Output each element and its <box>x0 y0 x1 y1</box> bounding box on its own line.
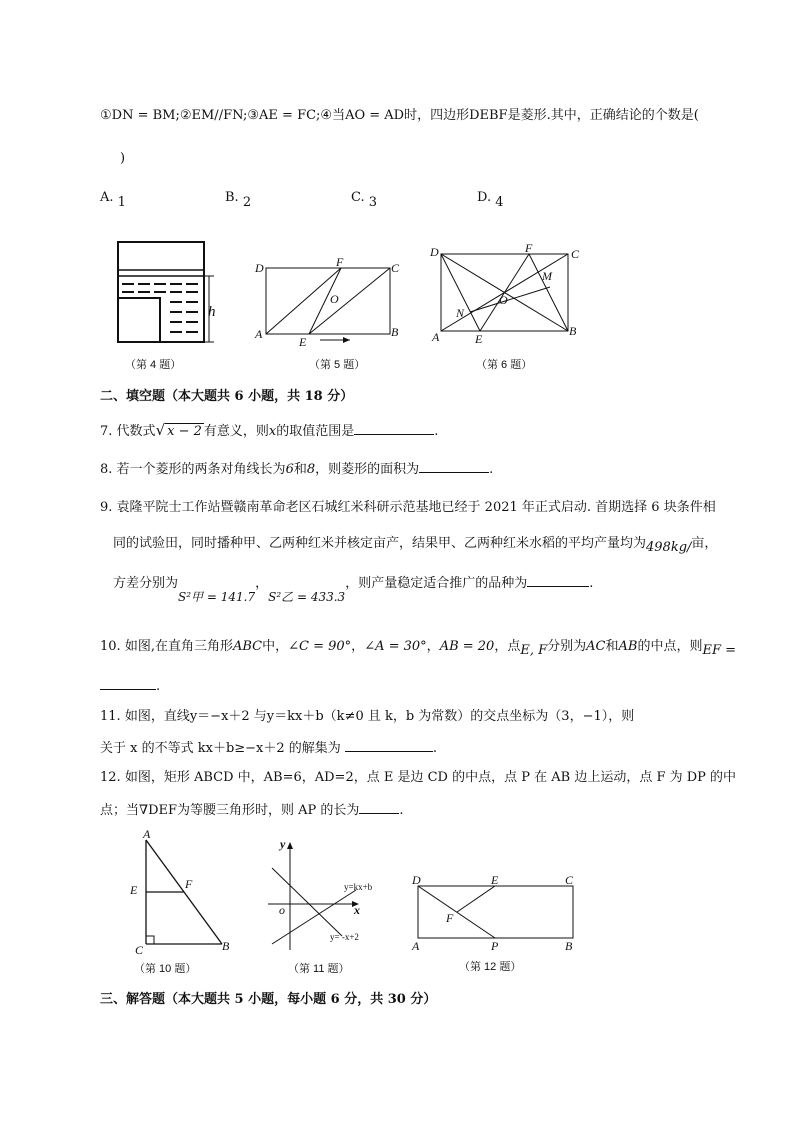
figure-5 <box>252 255 412 354</box>
question-10: 10. 如图,在直角三角形ABC中，∠C = 90°，∠A = 30°，AB = 20，点E, F分别为AC和AB的中点，则EF = <box>100 639 737 658</box>
svg-text:A: A <box>143 827 151 841</box>
q6-option-c: C. 3 <box>351 190 378 210</box>
svg-text:E: E <box>475 332 483 346</box>
figure-6-caption: （第 6 题） <box>476 359 533 371</box>
svg-text:x: x <box>354 903 360 917</box>
svg-text:A: A <box>432 330 440 344</box>
svg-text:B: B <box>569 324 577 338</box>
question-11-line2: 关于 x 的不等式 kx＋b≥−x＋2 的解集为 . <box>100 738 437 758</box>
figure-5-caption: （第 5 题） <box>309 359 366 371</box>
figure-12-caption: （第 12 题） <box>459 961 522 973</box>
q6-close-paren: ) <box>120 151 126 166</box>
question-10-answer: . <box>100 676 160 696</box>
question-9-line2: 同的试验田，同时播种甲、乙两种红米并核定亩产，结果甲、乙两种红米水稻的平均产量均为498kg/亩， <box>113 536 718 555</box>
svg-text:D: D <box>255 261 264 275</box>
question-12-line1: 12. 如图，矩形 ABCD 中，AB=6，AD=2，点 E 是边 CD 的中点，点 P 在 AB 边上运动，点 F 为 DP 的中 <box>100 770 737 785</box>
svg-text:A: A <box>412 939 420 953</box>
svg-text:C: C <box>565 873 574 887</box>
svg-text:C: C <box>571 247 580 261</box>
answer-blank-9[interactable] <box>527 573 589 587</box>
figure-10 <box>126 827 238 957</box>
svg-text:M: M <box>542 269 552 283</box>
svg-text:B: B <box>222 939 230 953</box>
figure-4-caption: （第 4 题） <box>125 359 182 371</box>
svg-text:y=kx+b: y=kx+b <box>344 882 373 892</box>
svg-text:h: h <box>208 304 216 320</box>
answer-blank-7[interactable] <box>354 421 434 435</box>
svg-text:P: P <box>491 939 499 953</box>
svg-text:F: F <box>446 911 454 925</box>
svg-text:A: A <box>255 327 263 341</box>
q6-option-b: B. 2 <box>225 190 252 210</box>
svg-text:D: D <box>412 873 421 887</box>
figure-6 <box>426 241 586 346</box>
figure-4 <box>110 236 220 348</box>
figure-10-caption: （第 10 题） <box>134 963 197 975</box>
figure-11-caption: （第 11 题） <box>288 963 350 975</box>
svg-text:O: O <box>499 293 508 307</box>
question-8: 8. 若一个菱形的两条对角线长为6和8，则菱形的面积为 . <box>100 459 493 479</box>
question-7: 7. 代数式√ x − 2 有意义，则x的取值范围是 . <box>100 421 439 439</box>
svg-text:C: C <box>391 261 400 275</box>
svg-text:C: C <box>135 943 144 957</box>
svg-text:y: y <box>280 837 286 851</box>
answer-blank-8[interactable] <box>419 459 489 473</box>
section-3-title: 三、解答题（本大题共 5 小题，每小题 6 分，共 30 分） <box>100 992 437 1007</box>
svg-text:E: E <box>491 873 499 887</box>
q6-option-d: D. 4 <box>477 190 504 210</box>
svg-text:B: B <box>565 939 573 953</box>
answer-blank-11[interactable] <box>345 738 433 752</box>
figure-11 <box>262 838 372 956</box>
svg-text:E: E <box>130 883 138 897</box>
question-9-line3: 方差分别为S²甲 = 141.7，S²乙 = 433.3，则产量稳定适合推广的品种为 . <box>113 573 593 593</box>
section-2-title: 二、填空题（本大题共 6 小题，共 18 分） <box>100 389 354 404</box>
svg-text:E: E <box>299 335 307 349</box>
figure-12 <box>406 872 586 956</box>
q6-option-a: A. 1 <box>100 190 126 210</box>
svg-text:y= -x+2: y= -x+2 <box>330 932 359 942</box>
question-9-line1: 9. 袁隆平院士工作站暨赣南革命老区石城红米科研示范基地已经于 2021 年正式启动. 首期选择 6 块条件相 <box>100 500 716 515</box>
svg-text:o: o <box>279 903 285 917</box>
q6-conclusions-line: ①DN = BM;②EM//FN;③AE = FC;④当AO = AD时，四边形DEBF是菱形.其中，正确结论的个数是( <box>100 108 699 123</box>
question-12-line2: 点；当∇DEF为等腰三角形时，则 AP 的长为 . <box>100 800 404 820</box>
question-11-line1: 11. 如图，直线y＝−x＋2 与y＝kx＋b（k≠0 且 k，b 为常数）的交点坐标为（3，−1），则 <box>100 709 635 724</box>
svg-text:N: N <box>456 306 465 320</box>
answer-blank-12[interactable] <box>359 800 399 814</box>
svg-text:F: F <box>525 241 533 255</box>
svg-text:O: O <box>330 292 339 306</box>
svg-text:B: B <box>391 325 399 339</box>
answer-blank-10[interactable] <box>100 676 156 690</box>
svg-text:F: F <box>185 877 193 891</box>
svg-text:F: F <box>336 255 344 269</box>
svg-text:D: D <box>430 245 439 259</box>
